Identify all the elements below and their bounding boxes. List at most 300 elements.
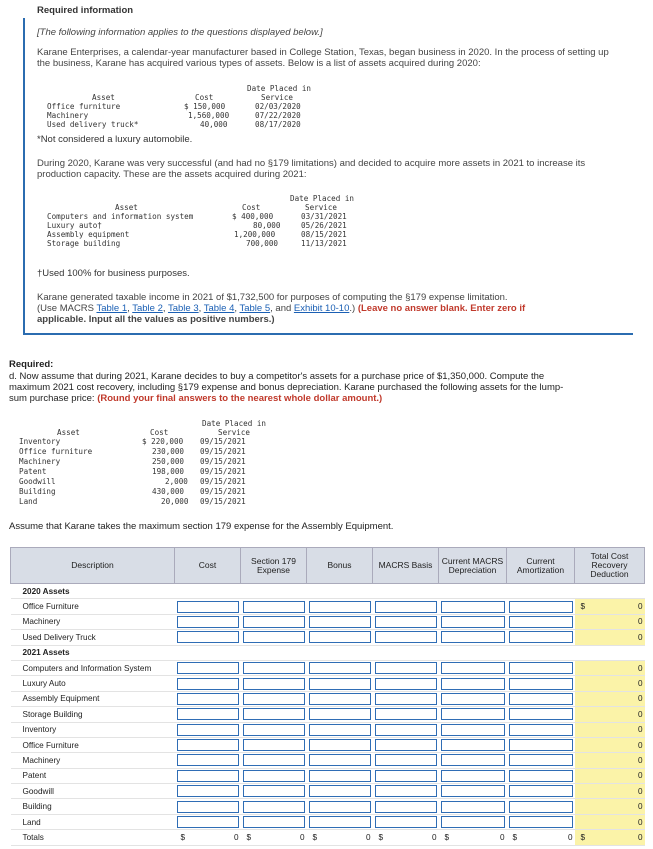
answer-input[interactable]	[243, 601, 305, 613]
answer-cell	[507, 691, 575, 706]
answer-cell	[307, 584, 373, 599]
row-asset: Inventory	[19, 437, 61, 446]
row-date: 09/15/2021	[200, 467, 246, 476]
answer-cell	[175, 737, 241, 752]
row-asset: Patent	[19, 467, 47, 476]
section-row	[11, 645, 645, 660]
answer-input[interactable]	[509, 816, 573, 828]
answer-input[interactable]	[243, 631, 305, 643]
answer-cell	[507, 707, 575, 722]
answer-cell	[439, 599, 507, 614]
answer-input[interactable]	[243, 739, 305, 751]
answer-input[interactable]	[441, 678, 505, 690]
answer-cell	[307, 814, 373, 829]
row-cost: $ 150,000	[184, 102, 226, 111]
answer-cell	[507, 753, 575, 768]
answer-cell	[373, 645, 439, 660]
answer-input[interactable]	[309, 770, 371, 782]
section-row	[11, 584, 645, 599]
total-cost-recovery-cell	[575, 814, 645, 829]
answer-input[interactable]	[509, 785, 573, 797]
row-description: Office Furniture	[11, 737, 175, 752]
total-cell	[175, 830, 241, 845]
row-cost: 2,000	[165, 477, 188, 486]
row-description: Machinery	[11, 614, 175, 629]
answer-cell	[507, 768, 575, 783]
answer-cell	[507, 676, 575, 691]
required-text-line2: maximum 2021 cost recovery, including §179 expense and bonus depreciation. Karane purchased the following assets for the lump-	[9, 382, 564, 393]
col-header-description: Description	[11, 548, 175, 584]
answer-cell	[373, 614, 439, 629]
answer-cell	[439, 737, 507, 752]
row-cost: 250,000	[152, 457, 185, 466]
cost-recovery-answer-table	[10, 547, 645, 846]
answer-input[interactable]	[509, 693, 573, 705]
answer-input[interactable]	[309, 678, 371, 690]
row-asset: Assembly equipment	[47, 230, 130, 239]
col-header-bonus: Bonus	[307, 548, 373, 584]
answer-input[interactable]	[243, 801, 305, 813]
answer-input[interactable]	[441, 770, 505, 782]
answer-input[interactable]	[177, 616, 239, 628]
header-asset: Asset	[115, 203, 138, 212]
answer-input[interactable]	[177, 631, 239, 643]
row-cost: 700,000	[246, 239, 279, 248]
dollar-sign: $	[444, 832, 450, 842]
total-cost-recovery-cell	[575, 799, 645, 814]
header-service: Service	[261, 93, 294, 102]
row-asset: Office furniture	[47, 102, 121, 111]
answer-input[interactable]	[177, 770, 239, 782]
answer-input[interactable]	[243, 754, 305, 766]
row-description: 2020 Assets	[11, 584, 175, 599]
answer-input[interactable]	[509, 601, 573, 613]
col-header-macrs-basis: MACRS Basis	[373, 548, 439, 584]
answer-input[interactable]	[375, 678, 437, 690]
answer-input[interactable]	[375, 616, 437, 628]
answer-input[interactable]	[509, 616, 573, 628]
row-date: 09/15/2021	[200, 447, 246, 456]
answer-cell	[241, 707, 307, 722]
answer-cell	[241, 784, 307, 799]
answer-cell	[439, 614, 507, 629]
answer-input[interactable]	[243, 678, 305, 690]
total-cell	[373, 830, 439, 845]
answer-cell	[175, 676, 241, 691]
total-cost-recovery-cell	[575, 737, 645, 752]
totals-row	[11, 830, 645, 845]
link-table-2[interactable]: Table 2	[132, 303, 163, 314]
required-information-title: Required information	[37, 5, 134, 16]
dollar-sign: $	[580, 602, 586, 612]
answer-input[interactable]	[243, 662, 305, 674]
answer-cell	[175, 784, 241, 799]
dollar-sign: $	[580, 832, 586, 842]
assets-2021-table	[47, 195, 367, 257]
answer-input[interactable]	[309, 708, 371, 720]
answer-cell	[241, 753, 307, 768]
footnote-2021: †Used 100% for business purposes.	[37, 268, 190, 279]
answer-input[interactable]	[177, 708, 239, 720]
answer-cell	[439, 584, 507, 599]
row-cost: 430,000	[152, 487, 185, 496]
row-cost: 1,200,000	[234, 230, 276, 239]
answer-input[interactable]	[441, 739, 505, 751]
answer-input[interactable]	[509, 754, 573, 766]
answer-input[interactable]	[375, 601, 437, 613]
answer-input[interactable]	[243, 816, 305, 828]
asset-row-patent	[11, 768, 645, 783]
answer-input[interactable]	[309, 601, 371, 613]
answer-cell	[507, 599, 575, 614]
answer-cell	[307, 599, 373, 614]
row-date: 11/13/2021	[301, 239, 347, 248]
answer-cell	[175, 630, 241, 645]
row-date: 07/22/2020	[255, 111, 301, 120]
answer-input[interactable]	[441, 662, 505, 674]
answer-input[interactable]	[509, 678, 573, 690]
answer-cell	[307, 691, 373, 706]
answer-cell	[507, 799, 575, 814]
answer-input[interactable]	[441, 693, 505, 705]
total-cost-recovery-cell	[575, 584, 645, 599]
answer-cell	[373, 630, 439, 645]
link-exhibit-10-10[interactable]: Exhibit 10-10	[293, 303, 350, 314]
total-value: 0	[637, 617, 643, 627]
link-table-1[interactable]: Table 1	[96, 303, 128, 314]
answer-cell	[241, 599, 307, 614]
header-date: Date Placed in	[290, 194, 355, 203]
total-cost-recovery-cell	[575, 784, 645, 799]
row-description: Patent	[11, 768, 175, 783]
answer-cell	[507, 630, 575, 645]
answer-cell	[373, 753, 439, 768]
answer-cell	[439, 753, 507, 768]
row-date: 09/15/2021	[200, 497, 246, 506]
total-value: 0	[365, 832, 371, 842]
answer-input[interactable]	[309, 724, 371, 736]
row-cost: 20,000	[161, 497, 189, 506]
total-value: 0	[637, 694, 643, 704]
intro-paragraph: Karane Enterprises, a calendar-year manufacturer based in College Station, Texas, began business in 2020. In the process of setting up the business, Karane has acquired various types of assets. Below is a list of assets acquired during 2020:	[37, 47, 609, 69]
asset-row-assembly-equipment	[11, 691, 645, 706]
total-value: 0	[637, 602, 643, 612]
link-table-4[interactable]: Table 4	[203, 303, 235, 314]
answer-input[interactable]	[375, 662, 437, 674]
total-cost-recovery-cell	[575, 691, 645, 706]
dollar-sign: $	[512, 832, 518, 842]
answer-input[interactable]	[309, 816, 371, 828]
total-cost-recovery-cell	[575, 768, 645, 783]
required-text-line3	[9, 393, 644, 404]
row-date: 08/15/2021	[301, 230, 347, 239]
answer-input[interactable]	[177, 724, 239, 736]
answer-cell	[175, 722, 241, 737]
answer-input[interactable]	[375, 739, 437, 751]
header-date: Date Placed in	[202, 419, 267, 428]
answer-cell	[175, 599, 241, 614]
answer-input[interactable]	[177, 693, 239, 705]
answer-cell	[241, 814, 307, 829]
link-table-5[interactable]: Table 5	[239, 303, 271, 314]
taxable-income-text: Karane generated taxable income in 2021 of $1,732,500 for purposes of computing the §179 expense limitation.	[37, 292, 508, 303]
total-cost-recovery-cell	[575, 614, 645, 629]
answer-cell	[507, 814, 575, 829]
answer-input[interactable]	[309, 785, 371, 797]
answer-input[interactable]	[309, 631, 371, 643]
asset-row-storage-building	[11, 707, 645, 722]
paragraph-2021: During 2020, Karane was very successful (and had no §179 limitations) and decided to acquire more assets in 2021 to increase its production capacity. These are the assets acquired during 2021:	[37, 158, 586, 180]
answer-input[interactable]	[441, 601, 505, 613]
answer-input[interactable]	[375, 754, 437, 766]
answer-input[interactable]	[375, 785, 437, 797]
total-value: 0	[637, 663, 643, 673]
total-cost-recovery-cell	[575, 660, 645, 675]
answer-input[interactable]	[441, 801, 505, 813]
row-description: Computers and Information System	[11, 660, 175, 675]
answer-cell	[307, 676, 373, 691]
total-cell	[307, 830, 373, 845]
answer-cell	[373, 799, 439, 814]
row-asset: Machinery	[19, 457, 61, 466]
answer-cell	[507, 784, 575, 799]
col-header-cost: Cost	[175, 548, 241, 584]
answer-cell	[307, 768, 373, 783]
answer-input[interactable]	[177, 785, 239, 797]
macrs-prefix: (Use MACRS	[37, 303, 95, 314]
answer-input[interactable]	[509, 770, 573, 782]
answer-cell	[507, 660, 575, 675]
asset-row-building	[11, 799, 645, 814]
total-value: 0	[299, 832, 305, 842]
answer-input[interactable]	[243, 616, 305, 628]
answer-input[interactable]	[177, 678, 239, 690]
required-text-line1: d. Now assume that during 2021, Karane decides to buy a competitor's assets for a purchase price of $1,350,000. Compute the	[9, 371, 545, 382]
row-asset: Office furniture	[19, 447, 93, 456]
answer-cell	[373, 584, 439, 599]
answer-input[interactable]	[177, 754, 239, 766]
answer-cell	[307, 722, 373, 737]
answer-input[interactable]	[509, 631, 573, 643]
answer-input[interactable]	[243, 770, 305, 782]
answer-input[interactable]	[177, 601, 239, 613]
answer-cell	[439, 799, 507, 814]
answer-input[interactable]	[509, 801, 573, 813]
total-value: 0	[637, 802, 643, 812]
total-cost-recovery-cell	[575, 599, 645, 614]
total-value: 0	[637, 771, 643, 781]
total-cell	[241, 830, 307, 845]
total-value: 0	[637, 817, 643, 827]
answer-cell	[439, 768, 507, 783]
answer-input[interactable]	[509, 662, 573, 674]
total-cost-recovery-cell	[575, 676, 645, 691]
row-asset: Building	[19, 487, 56, 496]
asset-row-office-furniture	[11, 737, 645, 752]
row-description: 2021 Assets	[11, 645, 175, 660]
answer-input[interactable]	[375, 801, 437, 813]
answer-cell	[373, 599, 439, 614]
panel-left-border	[23, 18, 25, 333]
total-value: 0	[233, 832, 239, 842]
answer-input[interactable]	[309, 754, 371, 766]
answer-cell	[439, 676, 507, 691]
row-date: 09/15/2021	[200, 437, 246, 446]
answer-cell	[241, 614, 307, 629]
answer-input[interactable]	[441, 724, 505, 736]
answer-input[interactable]	[509, 724, 573, 736]
answer-input[interactable]	[243, 724, 305, 736]
total-value: 0	[637, 832, 643, 842]
answer-cell	[175, 614, 241, 629]
row-cost: 1,560,000	[188, 111, 230, 120]
answer-cell	[307, 614, 373, 629]
answer-cell	[175, 799, 241, 814]
footnote-2020: *Not considered a luxury automobile.	[37, 134, 193, 145]
answer-input[interactable]	[177, 801, 239, 813]
header-cost: Cost	[242, 203, 261, 212]
answer-table-header-row	[11, 548, 645, 584]
row-asset: Land	[19, 497, 38, 506]
row-date: 09/15/2021	[200, 477, 246, 486]
col-header-current-amortization: Current Amortization	[507, 548, 575, 584]
header-service: Service	[305, 203, 338, 212]
answer-input[interactable]	[375, 631, 437, 643]
required-text3: sum purchase price:	[9, 393, 95, 404]
assets-2020-table	[47, 85, 327, 137]
answer-cell	[241, 737, 307, 752]
answer-cell	[373, 676, 439, 691]
row-description: Assembly Equipment	[11, 691, 175, 706]
col-header-current-macrs: Current MACRS Depreciation	[439, 548, 507, 584]
answer-cell	[175, 753, 241, 768]
answer-cell	[307, 707, 373, 722]
macrs-and: and	[275, 303, 292, 314]
row-cost: $ 400,000	[232, 212, 274, 221]
answer-cell	[439, 645, 507, 660]
total-cell	[575, 830, 645, 845]
row-description: Office Furniture	[11, 599, 175, 614]
total-value: 0	[431, 832, 437, 842]
row-cost: $ 220,000	[142, 437, 184, 446]
answer-input[interactable]	[243, 785, 305, 797]
answer-input[interactable]	[375, 816, 437, 828]
answer-cell	[175, 768, 241, 783]
dollar-sign: $	[378, 832, 384, 842]
answer-cell	[307, 660, 373, 675]
answer-input[interactable]	[509, 708, 573, 720]
asset-row-machinery	[11, 753, 645, 768]
answer-input[interactable]	[441, 616, 505, 628]
answer-input[interactable]	[309, 739, 371, 751]
col-header-total-cost-recovery: Total Cost Recovery Deduction	[575, 548, 645, 584]
answer-input[interactable]	[441, 708, 505, 720]
answer-input[interactable]	[177, 662, 239, 674]
row-description: Building	[11, 799, 175, 814]
answer-input[interactable]	[309, 693, 371, 705]
answer-input[interactable]	[375, 708, 437, 720]
answer-input[interactable]	[441, 816, 505, 828]
total-value: 0	[637, 755, 643, 765]
row-description: Machinery	[11, 753, 175, 768]
asset-row-computers-and-information-system	[11, 660, 645, 675]
answer-input[interactable]	[509, 739, 573, 751]
answer-cell	[439, 707, 507, 722]
total-value: 0	[637, 679, 643, 689]
answer-cell	[175, 645, 241, 660]
answer-cell	[175, 691, 241, 706]
row-cost: 230,000	[152, 447, 185, 456]
row-date: 09/15/2021	[200, 457, 246, 466]
answer-cell	[241, 660, 307, 675]
answer-input[interactable]	[309, 662, 371, 674]
row-description: Luxury Auto	[11, 676, 175, 691]
answer-input[interactable]	[441, 754, 505, 766]
totals-label: Totals	[11, 830, 175, 845]
panel-bottom-border	[23, 333, 633, 335]
answer-input[interactable]	[441, 785, 505, 797]
total-cost-recovery-cell	[575, 645, 645, 660]
answer-cell	[241, 645, 307, 660]
answer-cell	[507, 722, 575, 737]
answer-input[interactable]	[441, 631, 505, 643]
total-cell	[439, 830, 507, 845]
lump-sum-assets-table	[19, 420, 289, 510]
answer-cell	[373, 660, 439, 675]
total-cell	[507, 830, 575, 845]
link-table-3[interactable]: Table 3	[167, 303, 199, 314]
dollar-sign: $	[180, 832, 186, 842]
answer-cell	[507, 737, 575, 752]
answer-input[interactable]	[375, 724, 437, 736]
answer-input[interactable]	[375, 693, 437, 705]
header-asset: Asset	[92, 93, 115, 102]
answer-input[interactable]	[309, 801, 371, 813]
answer-cell	[307, 784, 373, 799]
header-service: Service	[218, 428, 251, 437]
answer-input[interactable]	[177, 739, 239, 751]
answer-cell	[241, 676, 307, 691]
answer-input[interactable]	[177, 816, 239, 828]
answer-cell	[241, 691, 307, 706]
answer-cell	[307, 737, 373, 752]
answer-cell	[175, 814, 241, 829]
answer-cell	[241, 584, 307, 599]
dollar-sign: $	[312, 832, 318, 842]
answer-input[interactable]	[243, 693, 305, 705]
row-description: Storage Building	[11, 707, 175, 722]
answer-cell	[439, 784, 507, 799]
answer-cell	[175, 660, 241, 675]
macrs-close: .)	[349, 303, 356, 314]
answer-cell	[439, 722, 507, 737]
answer-input[interactable]	[309, 616, 371, 628]
row-description: Used Delivery Truck	[11, 630, 175, 645]
leave-no-blank-instruction: (Leave no answer blank. Enter zero if	[357, 303, 526, 314]
answer-cell	[439, 691, 507, 706]
answer-input[interactable]	[375, 770, 437, 782]
answer-cell	[373, 707, 439, 722]
required-information-intro: [The following information applies to the questions displayed below.]	[37, 27, 323, 38]
header-cost: Cost	[150, 428, 169, 437]
total-cost-recovery-cell	[575, 753, 645, 768]
answer-input[interactable]	[243, 708, 305, 720]
col-header-section-179: Section 179 Expense	[241, 548, 307, 584]
total-value: 0	[637, 740, 643, 750]
row-cost: 40,000	[200, 120, 228, 129]
answer-cell	[373, 691, 439, 706]
row-asset: Computers and information system	[47, 212, 194, 221]
